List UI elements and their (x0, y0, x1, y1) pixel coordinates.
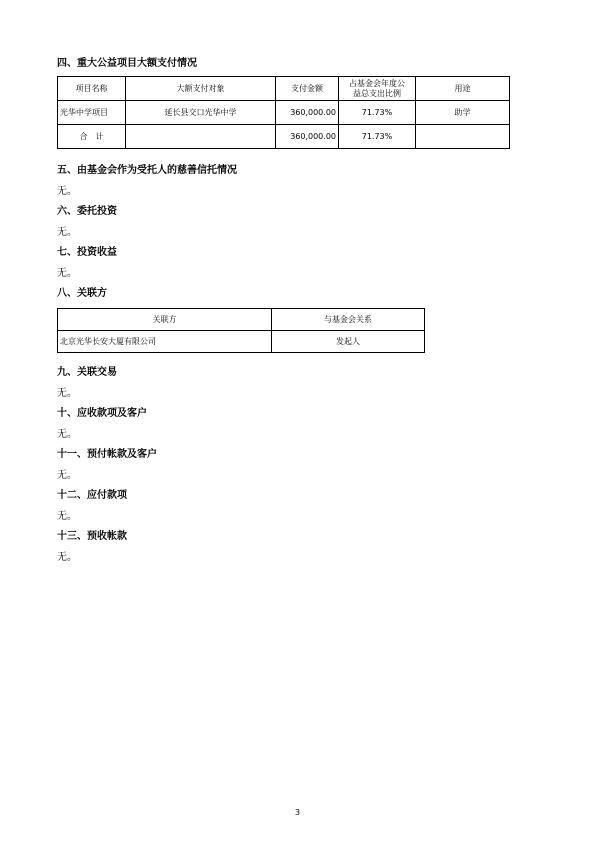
section-4-title: 四、重大公益项目大额支付情况 (57, 58, 197, 69)
header-project-name: 项目名称 (58, 77, 126, 101)
section-7-body: 无。 (57, 268, 77, 279)
header-payee: 大额支付对象 (126, 77, 276, 101)
table-header-row (58, 77, 510, 101)
cell-total-label: 合 计 (58, 125, 126, 149)
cell-related-party: 北京光华长安大厦有限公司 (58, 331, 272, 353)
header-amount: 支付金额 (276, 77, 339, 101)
header-ratio-line-2: 益总支出比例 (353, 88, 401, 98)
section-10-title: 十、应收款项及客户 (57, 408, 147, 419)
header-ratio-line-1: 占基金会年度公 (349, 78, 405, 88)
section-9-body: 无。 (57, 388, 77, 399)
section-11-body: 无。 (57, 470, 77, 481)
section-13-title: 十三、预收帐款 (57, 531, 127, 542)
related-party-table (57, 308, 425, 353)
section-12-body: 无。 (57, 511, 77, 522)
table-header-row (58, 309, 425, 331)
section-5-body: 无。 (57, 186, 77, 197)
section-12-title: 十二、应付款项 (57, 490, 127, 501)
cell-total-ratio: 71.73% (339, 125, 416, 149)
table-row (58, 101, 510, 125)
section-6-title: 六、委托投资 (57, 206, 117, 217)
large-payment-table (57, 76, 510, 149)
cell-total-purpose (416, 125, 510, 149)
header-relationship: 与基金会关系 (272, 309, 425, 331)
table-row (58, 331, 425, 353)
section-10-body: 无。 (57, 429, 77, 440)
cell-amount: 360,000.00 (276, 101, 339, 125)
cell-total-amount: 360,000.00 (276, 125, 339, 149)
page-number: 3 (294, 808, 301, 817)
cell-ratio: 71.73% (339, 101, 416, 125)
cell-payee: 延长县交口光华中学 (126, 101, 276, 125)
section-8-title: 八、关联方 (57, 288, 107, 299)
cell-purpose: 助学 (416, 101, 510, 125)
section-7-title: 七、投资收益 (57, 247, 117, 258)
table-total-row (58, 125, 510, 149)
section-9-title: 九、关联交易 (57, 367, 117, 378)
header-ratio (339, 77, 416, 101)
section-13-body: 无。 (57, 552, 77, 563)
header-related-party: 关联方 (58, 309, 272, 331)
cell-relationship: 发起人 (272, 331, 425, 353)
section-6-body: 无。 (57, 227, 77, 238)
section-11-title: 十一、预付帐款及客户 (57, 449, 157, 460)
cell-total-payee (126, 125, 276, 149)
cell-project-name: 光华中学项目 (58, 101, 126, 125)
header-purpose: 用途 (416, 77, 510, 101)
section-5-title: 五、由基金会作为受托人的慈善信托情况 (57, 165, 237, 176)
